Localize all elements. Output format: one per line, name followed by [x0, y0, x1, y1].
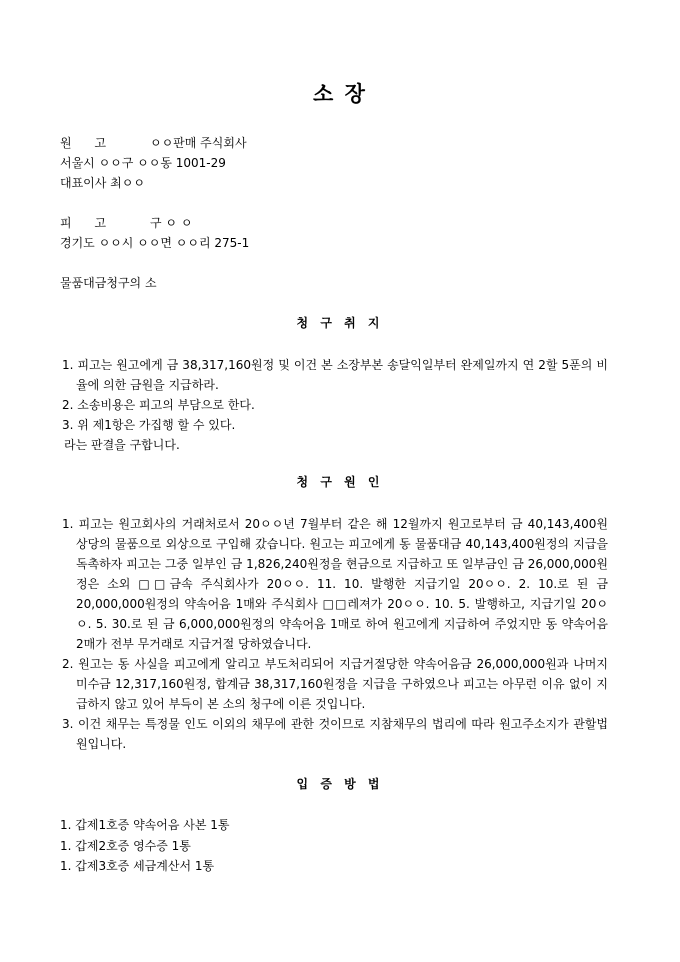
plaintiff-label: 원 고: [60, 136, 107, 150]
evidence-item: 1. 갑제2호증 영수증 1통: [60, 839, 191, 853]
claim-purpose-item: 3. 위 제1항은 가집행 할 수 있다.: [62, 418, 236, 432]
case-name: 물품대금청구의 소: [60, 276, 157, 290]
defendant-name: 구 ㅇ ㅇ: [150, 216, 193, 230]
plaintiff-address: 서울시 ㅇㅇ구 ㅇㅇ동 1001-29: [60, 156, 226, 170]
plaintiff-line: [60, 133, 247, 153]
evidence-item: 1. 갑제3호증 세금계산서 1통: [60, 859, 215, 873]
evidence-item: 1. 갑제1호증 약속어음 사본 1통: [60, 818, 230, 832]
plaintiff-representative: 대표이사 최ㅇㅇ: [60, 176, 145, 190]
document-title: 소 장: [313, 81, 367, 106]
claim-purpose-closing: 라는 판결을 구합니다.: [64, 438, 180, 452]
defendant-address: 경기도 ㅇㅇ시 ㅇㅇ면 ㅇㅇ리 275-1: [60, 236, 250, 250]
claim-purpose-heading: 청 구 취 지: [296, 316, 384, 330]
defendant-line: [60, 213, 192, 233]
defendant-label: 피 고: [60, 216, 107, 230]
evidence-heading: 입 증 방 법: [296, 777, 384, 791]
claim-cause-heading: 청 구 원 인: [296, 475, 384, 489]
claim-cause-item: 1. 피고는 원고회사의 거래처로서 20ㅇㅇ년 7월부터 같은 해 12월까지 원고로부터 금 40,143,400원 상당의 물품으로 외상으로 구입해 갔습니다. 원고는 피고에게 동 물품대금 40,143,400원정의 지급을 독촉하자 피고는 그중 일부인 금 1,826,240원정을 현금으로 지급하고 또 일부금인 금 26,000,000원정은 소외 □□금속 주식회사가 20ㅇㅇ. 11. 10. 발행한 지급기일 20ㅇㅇ. 2. 10.로 된 금 20,000,000원정의 약속어음 1매와 주식회사 □□레져가 20ㅇㅇ. 10. 5. 발행하고, 지급기일 20ㅇㅇ. 5. 30.로 된 금 6,000,000원정의 약속어음 1매로 하여 원고에게 지급하여 주었지만 동 약속어음 2매가 전부 무거래로 지급거절 당하였습니다.: [62, 517, 608, 651]
claim-purpose-item: 1. 피고는 원고에게 금 38,317,160원정 및 이건 본 소장부본 송달익일부터 완제일까지 연 2할 5푼의 비율에 의한 금원을 지급하라.: [62, 358, 608, 392]
claim-cause-item: 3. 이건 채무는 특정물 인도 이외의 채무에 관한 것이므로 지참채무의 법리에 따라 원고주소지가 관할법원입니다.: [62, 717, 608, 751]
claim-cause-item: 2. 원고는 동 사실을 피고에게 알리고 부도처리되어 지급거절당한 약속어음금 26,000,000원과 나머지 미수금 12,317,160원정, 합계금 38,317,160원정을 지급을 구하였으나 피고는 아무런 이유 없이 지급하지 않고 있어 부득이 본 소의 청구에 이른 것입니다.: [62, 657, 608, 711]
claim-cause-list: [62, 514, 608, 754]
claim-purpose-item: 2. 소송비용은 피고의 부담으로 한다.: [62, 398, 255, 412]
plaintiff-name: ㅇㅇ판매 주식회사: [150, 136, 247, 150]
claim-purpose-list: [62, 355, 608, 455]
